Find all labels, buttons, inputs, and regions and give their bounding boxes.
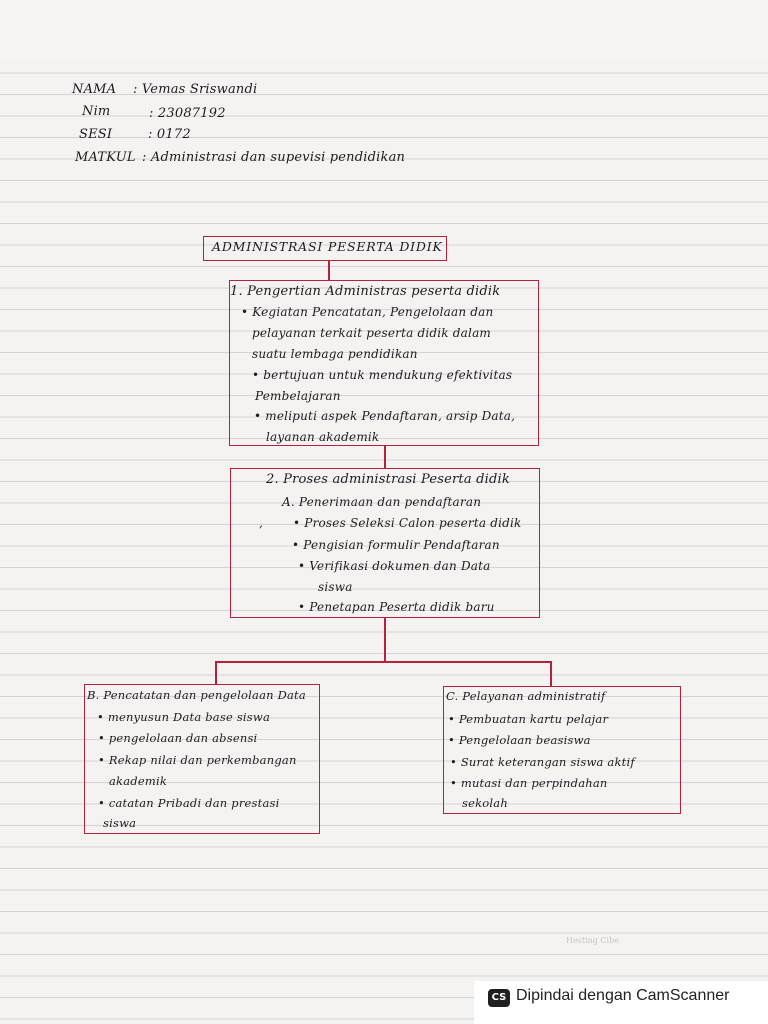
- boxB-line-2: • pengelolaan dan absensi: [98, 731, 258, 745]
- boxC-line-4: • mutasi dan perpindahan: [450, 776, 608, 790]
- camscanner-logo-icon: CS: [488, 989, 510, 1007]
- connector-title-box1: [328, 261, 330, 280]
- box2-line-2: • Pengisian formulir Pendaftaran: [292, 538, 500, 552]
- box2-subheading: A. Penerimaan dan pendaftaran: [282, 495, 482, 509]
- box2-bullet-mark: ,: [259, 516, 264, 530]
- box-pelayanan: [443, 686, 681, 814]
- camscanner-footer: [474, 981, 768, 1024]
- box1-line-6: • meliputi aspek Pendaftaran, arsip Data,: [254, 409, 516, 423]
- connector-horizontal: [215, 661, 552, 663]
- matkul-label: MATKUL: [75, 150, 136, 165]
- page-top-margin: [0, 0, 768, 58]
- connector-box1-box2: [384, 446, 386, 468]
- box1-line-3: suatu lembaga pendidikan: [252, 347, 418, 361]
- paper-watermark: Hesting Cibe: [566, 936, 619, 945]
- boxB-line-3: • Rekap nilai dan perkembangan: [98, 753, 297, 767]
- box1-heading: 1. Pengertian Administras peserta didik: [230, 284, 501, 299]
- boxB-line-4: akademik: [109, 774, 167, 788]
- boxC-line-3: • Surat keterangan siswa aktif: [450, 755, 635, 769]
- boxC-line-2: • Pengelolaan beasiswa: [448, 733, 591, 747]
- box2-line-5: • Penetapan Peserta didik baru: [298, 600, 495, 614]
- boxC-heading: C. Pelayanan administratif: [446, 689, 606, 703]
- box2-line-4: siswa: [318, 580, 353, 594]
- nim-value: : 23087192: [149, 106, 226, 121]
- matkul-value: : Administrasi dan supevisi pendidikan: [142, 150, 406, 165]
- boxB-heading: B. Pencatatan dan pengelolaan Data: [87, 688, 306, 702]
- connector-box2-branch: [384, 618, 386, 662]
- boxB-line-6: siswa: [103, 816, 137, 830]
- nama-label: NAMA: [72, 82, 117, 97]
- boxC-line-5: sekolah: [462, 796, 508, 810]
- nim-label: Nim: [82, 104, 111, 119]
- box1-line-1: • Kegiatan Pencatatan, Pengelolaan dan: [241, 305, 494, 319]
- connector-to-boxB: [215, 661, 217, 684]
- sesi-label: SESI: [79, 127, 113, 142]
- box2-line-3: • Verifikasi dokumen dan Data: [298, 559, 491, 573]
- boxB-line-5: • catatan Pribadi dan prestasi: [98, 796, 280, 810]
- page-title: ADMINISTRASI PESERTA DIDIK: [212, 239, 443, 254]
- box1-line-5: Pembelajaran: [255, 389, 341, 403]
- box1-line-2: pelayanan terkait peserta didik dalam: [252, 326, 491, 340]
- nama-value: : Vemas Sriswandi: [133, 82, 258, 97]
- box1-line-4: • bertujuan untuk mendukung efektivitas: [252, 368, 513, 382]
- camscanner-text: Dipindai dengan CamScanner: [516, 987, 730, 1004]
- box2-heading: 2. Proses administrasi Peserta didik: [266, 472, 510, 487]
- boxC-line-1: • Pembuatan kartu pelajar: [448, 712, 609, 726]
- connector-to-boxC: [550, 661, 552, 686]
- sesi-value: : 0172: [148, 127, 191, 142]
- box2-line-1: • Proses Seleksi Calon peserta didik: [293, 516, 522, 530]
- boxB-line-1: • menyusun Data base siswa: [97, 710, 270, 724]
- box1-line-7: layanan akademik: [266, 430, 380, 444]
